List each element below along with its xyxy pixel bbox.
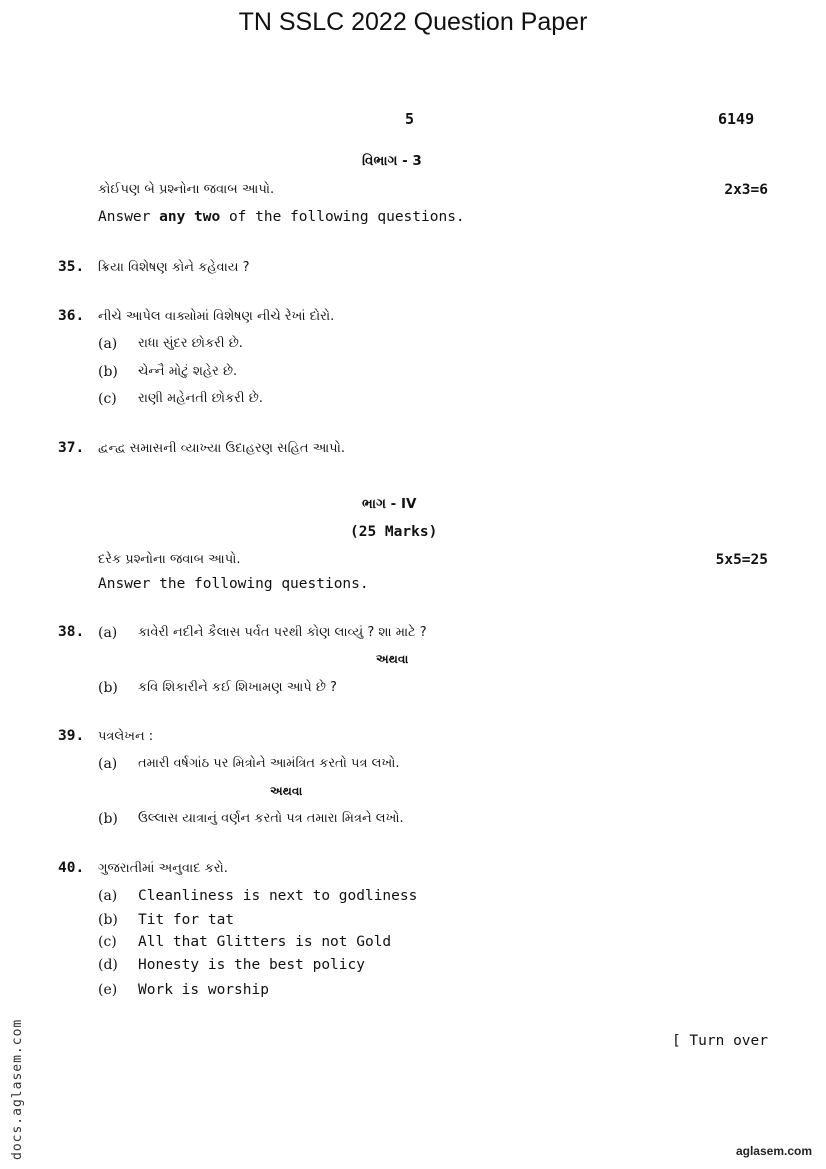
option-label: (a)	[98, 625, 118, 641]
section-3-heading: વિભાગ - 3	[362, 153, 422, 169]
question-number: 35.	[58, 259, 85, 275]
option-label: (b)	[98, 811, 118, 827]
question-number: 37.	[58, 440, 85, 456]
option-text: કવિ શિકારીને કઈ શિખામણ આપે છે ?	[138, 680, 337, 695]
instruction-emphasis: any two	[159, 209, 221, 225]
or-separator: અથવા	[376, 652, 409, 666]
option-text: Tit for tat	[138, 912, 235, 928]
option-text: All that Glitters is not Gold	[138, 934, 392, 950]
option-text: ઉલ્લાસ યાત્રાનું વર્ણન કરતો પત્ર તમારા મિત્રને લખો.	[138, 811, 404, 826]
question-number: 40.	[58, 860, 85, 876]
option-text: Honesty is the best policy	[138, 957, 365, 973]
option-text: રાધા સુંદર છોકરી છે.	[138, 336, 243, 351]
section-3-instruction-english	[98, 209, 465, 225]
part-4-instruction-gujarati: દરેક પ્રશ્નોના જવાબ આપો.	[98, 552, 241, 567]
option-label: (c)	[98, 934, 117, 950]
page-number: 5	[405, 110, 415, 128]
section-3-instruction-gujarati: કોઈપણ બે પ્રશ્નોના જવાબ આપો.	[98, 182, 275, 197]
option-label: (b)	[98, 364, 118, 380]
option-text: ચેન્નૈ મોટું શહેર છે.	[138, 364, 238, 379]
question-text: ક્રિયા વિશેષણ કોને કહેવાય ?	[98, 260, 250, 275]
option-text: Work is worship	[138, 982, 269, 998]
part-4-instruction-english: Answer the following questions.	[98, 576, 369, 592]
option-text: રાણી મહેનતી છોકરી છે.	[138, 391, 263, 406]
page-title: TN SSLC 2022 Question Paper	[238, 8, 588, 36]
option-label: (c)	[98, 391, 117, 407]
part-4-heading: ભાગ - IV	[362, 496, 417, 512]
turn-over-note: [ Turn over	[671, 1033, 768, 1049]
option-label: (a)	[98, 888, 118, 904]
question-number: 36.	[58, 308, 85, 324]
option-label: (a)	[98, 756, 118, 772]
question-text: નીચે આપેલ વાક્યોમાં વિશેષણ નીચે રેખાં દોરો.	[98, 309, 335, 324]
part-4-marks-heading: (25 Marks)	[350, 524, 438, 540]
question-number: 38.	[58, 624, 85, 640]
option-text: કાવેરી નદીને કૈલાસ પર્વત પરથી કોણ લાવ્યું ? શા માટે ?	[138, 625, 427, 640]
or-separator: અથવા	[270, 784, 303, 798]
option-label: (b)	[98, 912, 118, 928]
question-text: દ્વન્દ્વ સમાસની વ્યાખ્યા ઉદાહરણ સહિત આપો.	[98, 441, 345, 456]
option-label: (b)	[98, 680, 118, 696]
instruction-text: Answer	[98, 209, 160, 225]
section-3-marks: 2x3=6	[724, 182, 768, 198]
brand-link[interactable]: aglasem.com	[735, 1144, 812, 1158]
question-text: પત્રલેખન :	[98, 729, 154, 744]
watermark: docs.aglasem.com	[10, 1018, 25, 1160]
instruction-text: of the following questions.	[220, 209, 465, 225]
option-label: (d)	[98, 957, 118, 973]
option-label: (e)	[98, 982, 118, 998]
option-text: Cleanliness is next to godliness	[138, 888, 418, 904]
question-text: ગુજરાતીમાં અનુવાદ કરો.	[98, 861, 228, 876]
option-label: (a)	[98, 336, 118, 352]
question-number: 39.	[58, 728, 85, 744]
option-text: તમારી વર્ષગાંઠ પર મિત્રોને આમંત્રિત કરતો પત્ર લખો.	[138, 756, 400, 771]
paper-code: 6149	[718, 110, 755, 128]
part-4-marks: 5x5=25	[715, 552, 768, 568]
